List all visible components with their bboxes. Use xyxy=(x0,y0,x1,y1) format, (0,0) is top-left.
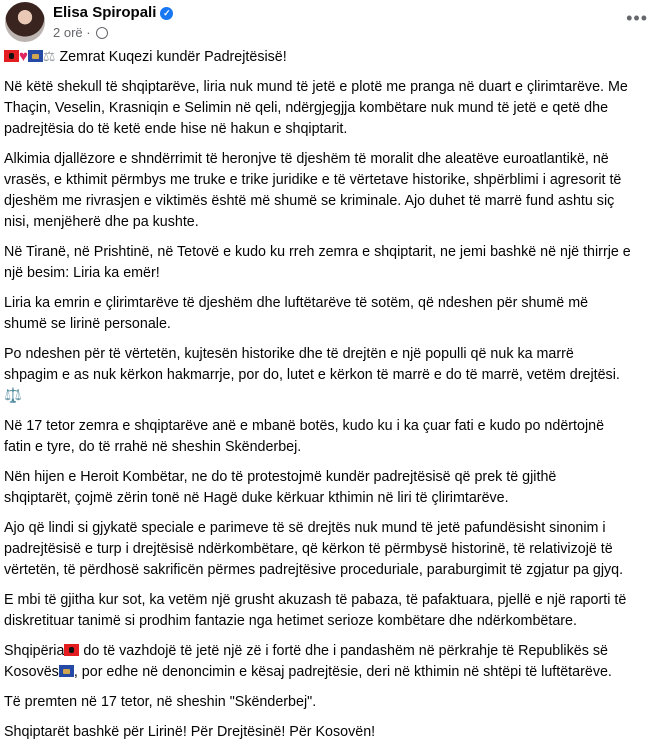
paragraph-line: E mbi të gjitha kur sot, ka vetëm një grusht akuzash të pabaza, të pafaktuara, pjellë e një raporti të xyxy=(4,592,627,608)
timestamp[interactable]: 2 orë xyxy=(53,25,83,40)
paragraph-line: djeshëm me rivrasjen e viktimës është më shumë se kriminale. Ajo duhet të marrë fund ashtu siç xyxy=(4,193,615,209)
paragraph-line: Liria ka emrin e çlirimtarëve të djeshëm dhe luftëtarëve të sotëm, që ndeshen për shumë më xyxy=(4,295,589,311)
albania-flag-icon xyxy=(64,644,79,656)
paragraph-line: Në 17 tetor zemra e shqiptarëve anë e mbanë botës, kudo ku i ka çuar fati e kudo po ndërtojnë xyxy=(4,418,605,434)
paragraph-line: Po ndeshen për të vërtetën, kujtesën historike dhe të drejtën e një populli që nuk ka marrë xyxy=(4,346,574,362)
paragraph-line: vrasës, e kthimit përmbys me truke e trike juridike e të vërtetave historike, shpërblimi i agresorit të xyxy=(4,172,622,188)
avatar[interactable] xyxy=(5,2,45,42)
separator: · xyxy=(86,25,91,40)
paragraph-line: Thaçin, Veselin, Krasniqin e Selimin në qeli, ndërgjegjja kombëtare nuk mund të jetë e qetë dhe xyxy=(4,100,609,116)
paragraph-line: ⚖️ xyxy=(4,388,22,404)
paragraph xyxy=(4,590,668,632)
more-options-button[interactable]: ••• xyxy=(626,8,648,28)
text: Shqipëria xyxy=(4,643,65,659)
paragraph-line: shumë se lirinë personale. xyxy=(4,316,171,332)
paragraph xyxy=(4,467,668,509)
author-name-row xyxy=(53,4,173,21)
paragraph-line: një besim: Liria ka emër! xyxy=(4,265,160,281)
paragraph-line: shpagim e as nuk kërkon hakmarrje, por do, lutet e kërkon të marrë e do të marrë, vetëm drejtësi. xyxy=(4,367,620,383)
paragraph xyxy=(4,149,668,233)
paragraph: Shqiptarët bashkë për Lirinë! Për Drejtësinë! Për Kosovën! xyxy=(4,724,376,740)
verified-badge-icon: ✓ xyxy=(160,7,173,20)
paragraph-line: Ajo që lindi si gjykatë speciale e parimeve të së drejtës nuk mund të jetë pafundësisht sinonim i xyxy=(4,520,606,536)
kosovo-flag-icon xyxy=(28,50,43,62)
text: , por edhe në denoncimin e kësaj padrejtësie, deri në kthimin në shtëpi të luftëtarëve. xyxy=(73,664,612,680)
paragraph-line: padrejtësia do të ketë ende hise në hakun e shqiptarit. xyxy=(4,121,348,137)
paragraph xyxy=(4,77,668,140)
paragraph-line: Në këtë shekull të shqiptarëve, liria nuk mund të jetë e plotë me pranga në duart e çlirimtarëve. Me xyxy=(4,79,628,95)
heart-icon: ♥ xyxy=(19,48,28,65)
text: Kosovës xyxy=(4,664,59,680)
paragraph xyxy=(4,641,668,683)
paragraph-line xyxy=(4,641,668,662)
globe-icon xyxy=(96,27,108,39)
paragraph-line: padrejtësisë e turp i drejtësisë ndërkombëtare, që kërkon të përmbysë historinë, të relativizojë të xyxy=(4,541,613,557)
post-title xyxy=(4,46,668,68)
paragraph xyxy=(4,518,668,581)
kosovo-flag-icon xyxy=(59,665,74,677)
paragraph xyxy=(4,293,668,335)
paragraph-line: vërtetën, të përdhosë sakrificën përmes padrejtësive proceduriale, paraburgimit të zgjatur pa gjyq. xyxy=(4,562,624,578)
text: do të vazhdojë të jetë një zë i fortë dhe i pandashëm në përkrahje të Republikës së xyxy=(79,643,608,659)
author-name[interactable]: Elisa Spiropali xyxy=(53,4,157,21)
scales-icon: ⚖ xyxy=(42,48,56,64)
albania-flag-icon xyxy=(4,50,19,62)
post-body xyxy=(4,46,668,752)
paragraph xyxy=(4,416,668,458)
title-text: Zemrat Kuqezi kundër Padrejtësisë! xyxy=(59,49,287,65)
paragraph-line: Në Tiranë, në Prishtinë, në Tetovë e kudo ku rreh zemra e shqiptarit, ne jemi bashkë në një thirrje e xyxy=(4,244,631,260)
paragraph-line: nisi, menjëherë dhe pa kushte. xyxy=(4,214,199,230)
paragraph xyxy=(4,344,668,407)
post-meta xyxy=(53,25,108,40)
post-header xyxy=(0,0,668,44)
paragraph-line: fatin e tyre, do të rrahë në sheshin Skënderbej. xyxy=(4,439,302,455)
paragraph-line: Alkimia djallëzore e shndërrimit të heronjve të djeshëm të moralit dhe aleatëve euroatlantikë, në xyxy=(4,151,609,167)
paragraph-line: shqiptarët, çojmë zërin tonë në Hagë duke kërkuar kthimin në liri të çlirimtarëve. xyxy=(4,490,509,506)
paragraph-line: Nën hijen e Heroit Kombëtar, ne do të protestojmë kundër padrejtësisë që prek të gjithë xyxy=(4,469,557,485)
paragraph xyxy=(4,242,668,284)
paragraph-line xyxy=(4,662,668,683)
paragraph: Të premten në 17 tetor, në sheshin "Skënderbej". xyxy=(4,694,317,710)
paragraph-line: diskretituar tanimë si prodhim fantazie nga hetimet serioze kombëtare dhe ndërkombëtare. xyxy=(4,613,577,629)
